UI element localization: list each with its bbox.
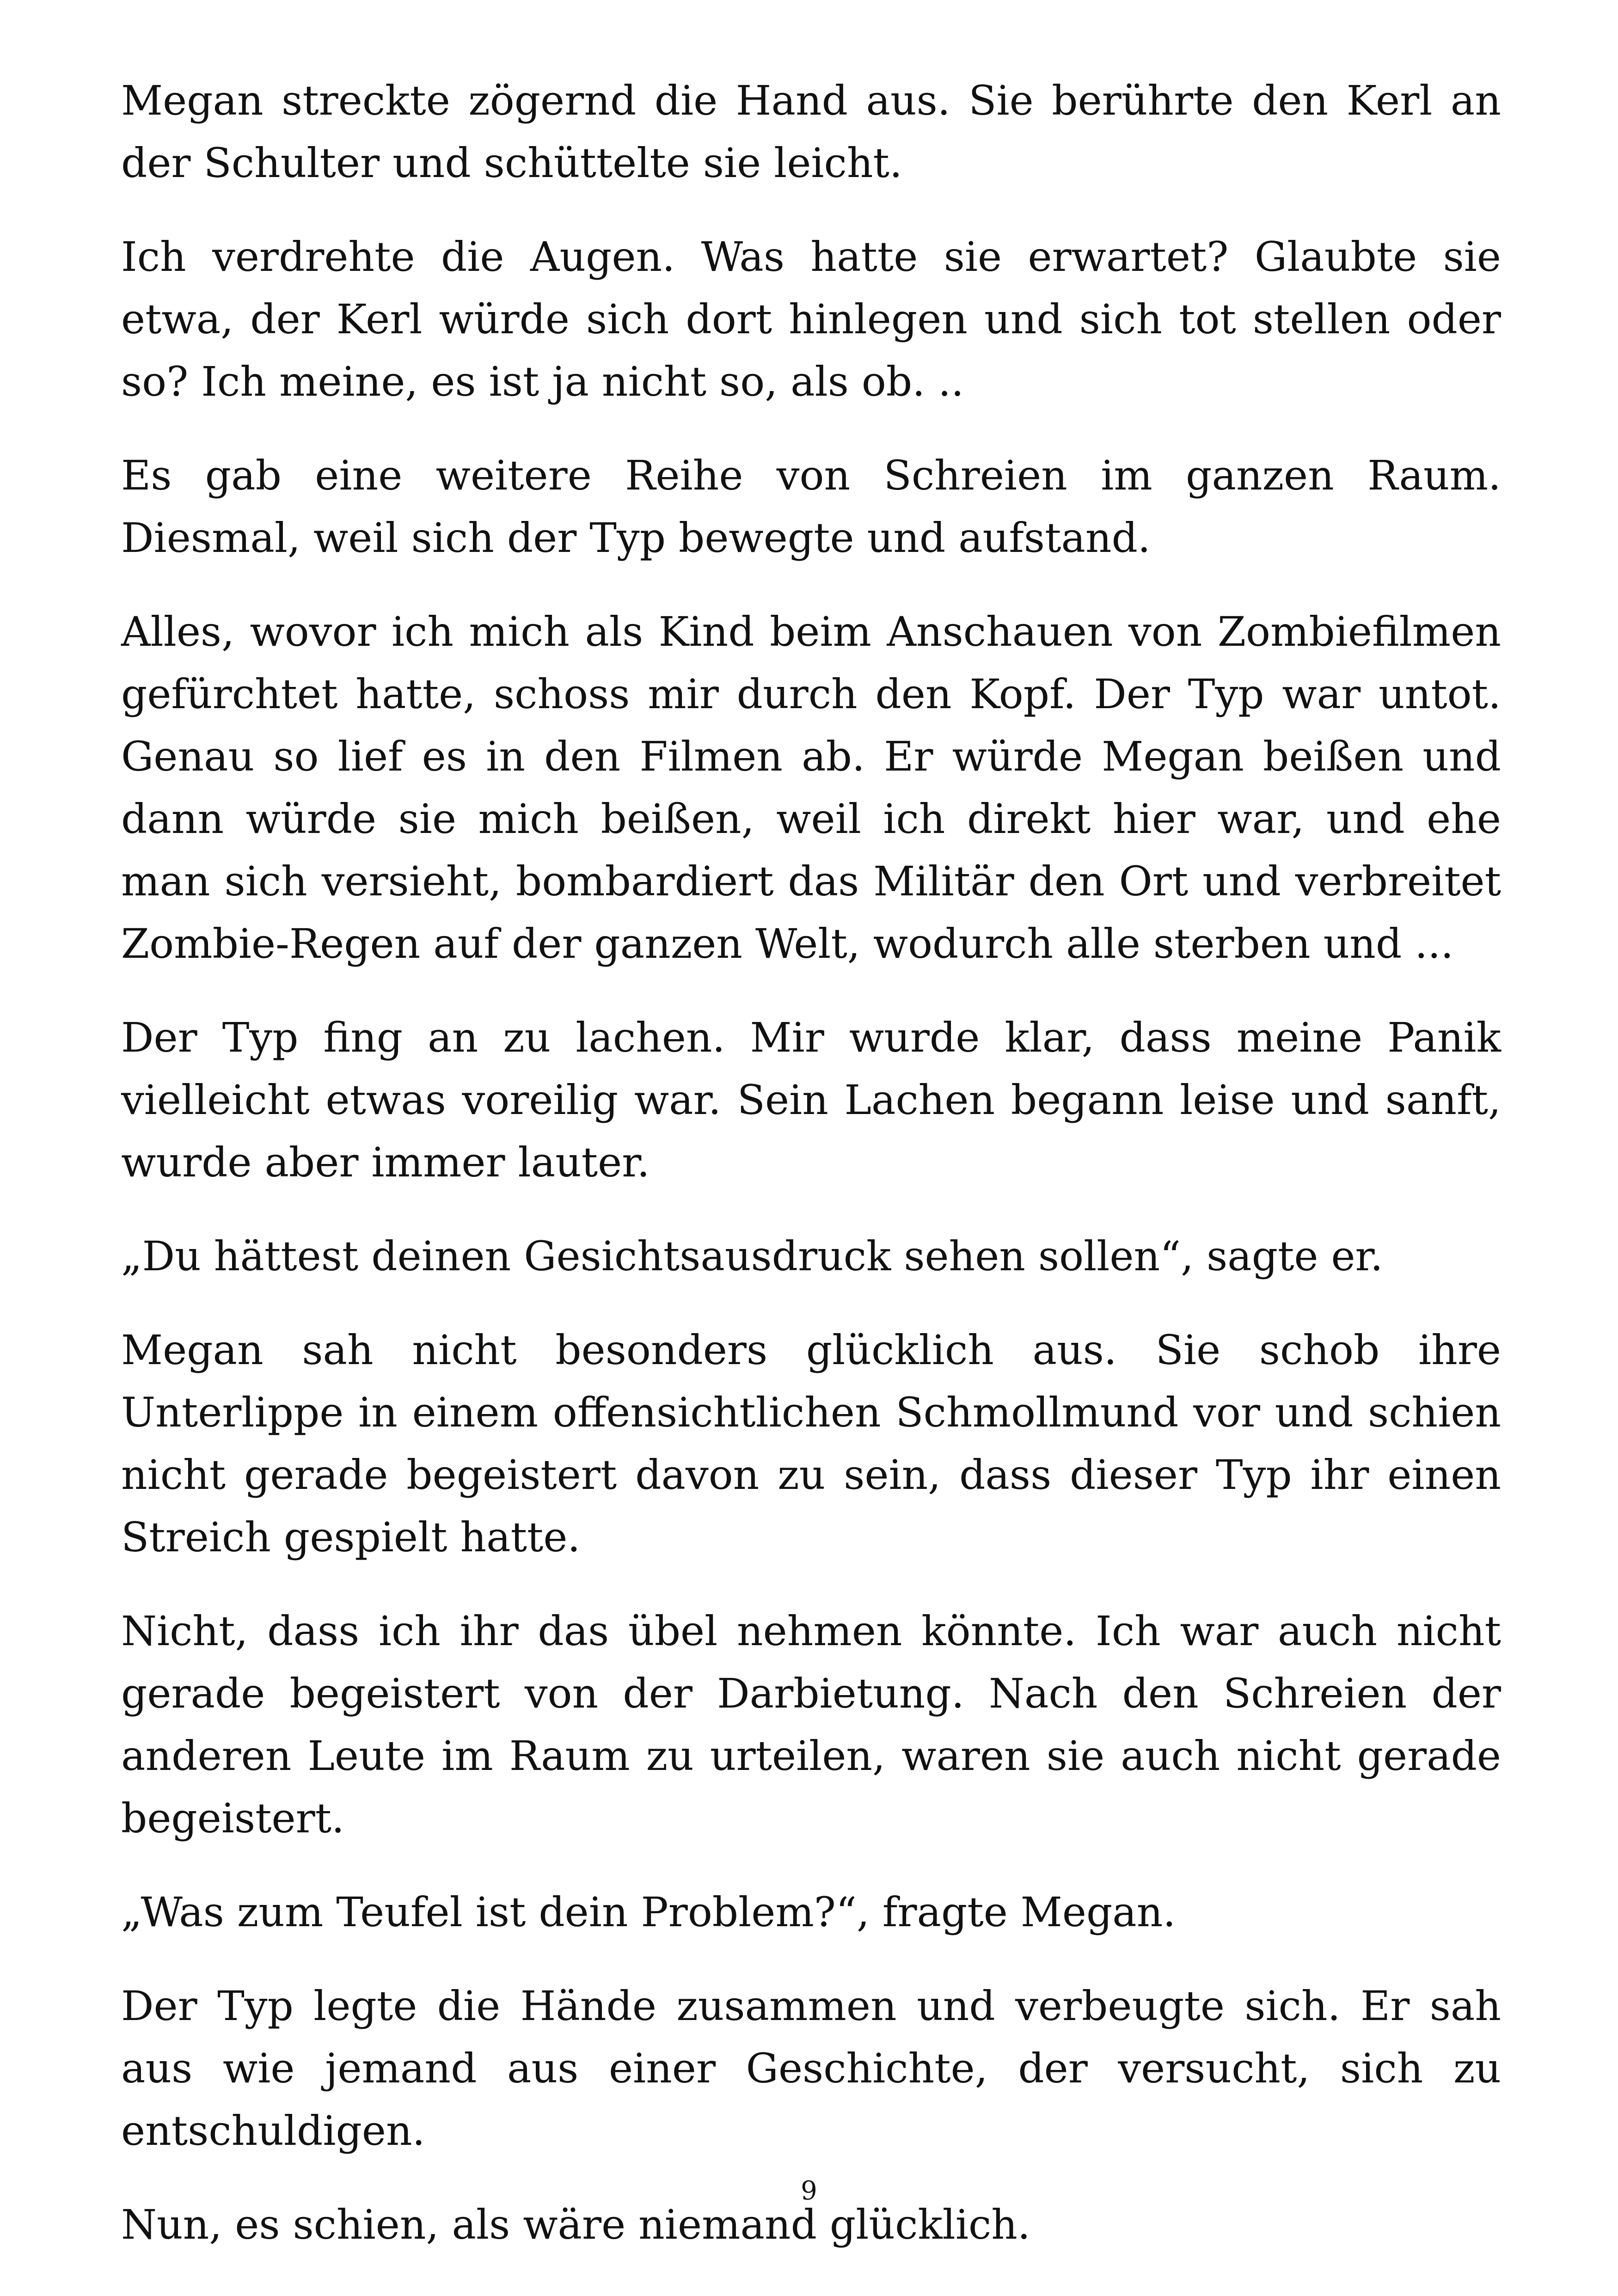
paragraph: Megan sah nicht besonders glücklich aus. Sie schob ihre Unterlippe in einem offensichtlichen Schmollmund vor und schien nicht gerade begeistert davon zu sein, dass dieser Typ ihr einen Streich gespielt hatte. bbox=[121, 1326, 1501, 1561]
paragraph: Es gab eine weitere Reihe von Schreien im ganzen Raum. Diesmal, weil sich der Typ bewegte und aufstand. bbox=[121, 452, 1501, 562]
body-text bbox=[121, 69, 1501, 2287]
paragraph: „Du hättest deinen Gesichtsausdruck sehen sollen“, sagte er. bbox=[121, 1232, 1383, 1280]
paragraph: Der Typ legte die Hände zusammen und verbeugte sich. Er sah aus wie jemand aus einer Geschichte, der versucht, sich zu entschuldigen. bbox=[121, 1982, 1501, 2155]
page-number: 9 bbox=[801, 2176, 817, 2206]
paragraph: Megan streckte zögernd die Hand aus. Sie berührte den Kerl an der Schulter und schüttelte sie leicht. bbox=[121, 77, 1501, 187]
paragraph: Alles, wovor ich mich als Kind beim Anschauen von Zombiefilmen gefürchtet hatte, schoss mir durch den Kopf. Der Typ war untot. Genau so lief es in den Filmen ab. Er würde Megan beißen und dann würde sie mich beißen, weil ich direkt hier war, und ehe man sich versieht, bombardiert das Militär den Ort und verbreitet Zombie-Regen auf der ganzen Welt, wodurch alle sterben und ... bbox=[121, 608, 1501, 967]
paragraph: Nicht, dass ich ihr das übel nehmen könnte. Ich war auch nicht gerade begeistert von der Darbietung. Nach den Schreien der anderen Leute im Raum zu urteilen, waren sie auch nicht gerade begeistert. bbox=[121, 1607, 1501, 1842]
paragraph: Nun, es schien, als wäre niemand glücklich. bbox=[121, 2201, 1030, 2248]
paragraph: Der Typ fing an zu lachen. Mir wurde klar, dass meine Panik vielleicht etwas voreilig war. Sein Lachen begann leise und sanft, wurde aber immer lauter. bbox=[121, 1014, 1501, 1186]
paragraph: „Was zum Teufel ist dein Problem?“, fragte Megan. bbox=[121, 1888, 1176, 1936]
paragraph: Ich verdrehte die Augen. Was hatte sie erwartet? Glaubte sie etwa, der Kerl würde sich dort hinlegen und sich tot stellen oder so? Ich meine, es ist ja nicht so, als ob. .. bbox=[121, 233, 1501, 405]
